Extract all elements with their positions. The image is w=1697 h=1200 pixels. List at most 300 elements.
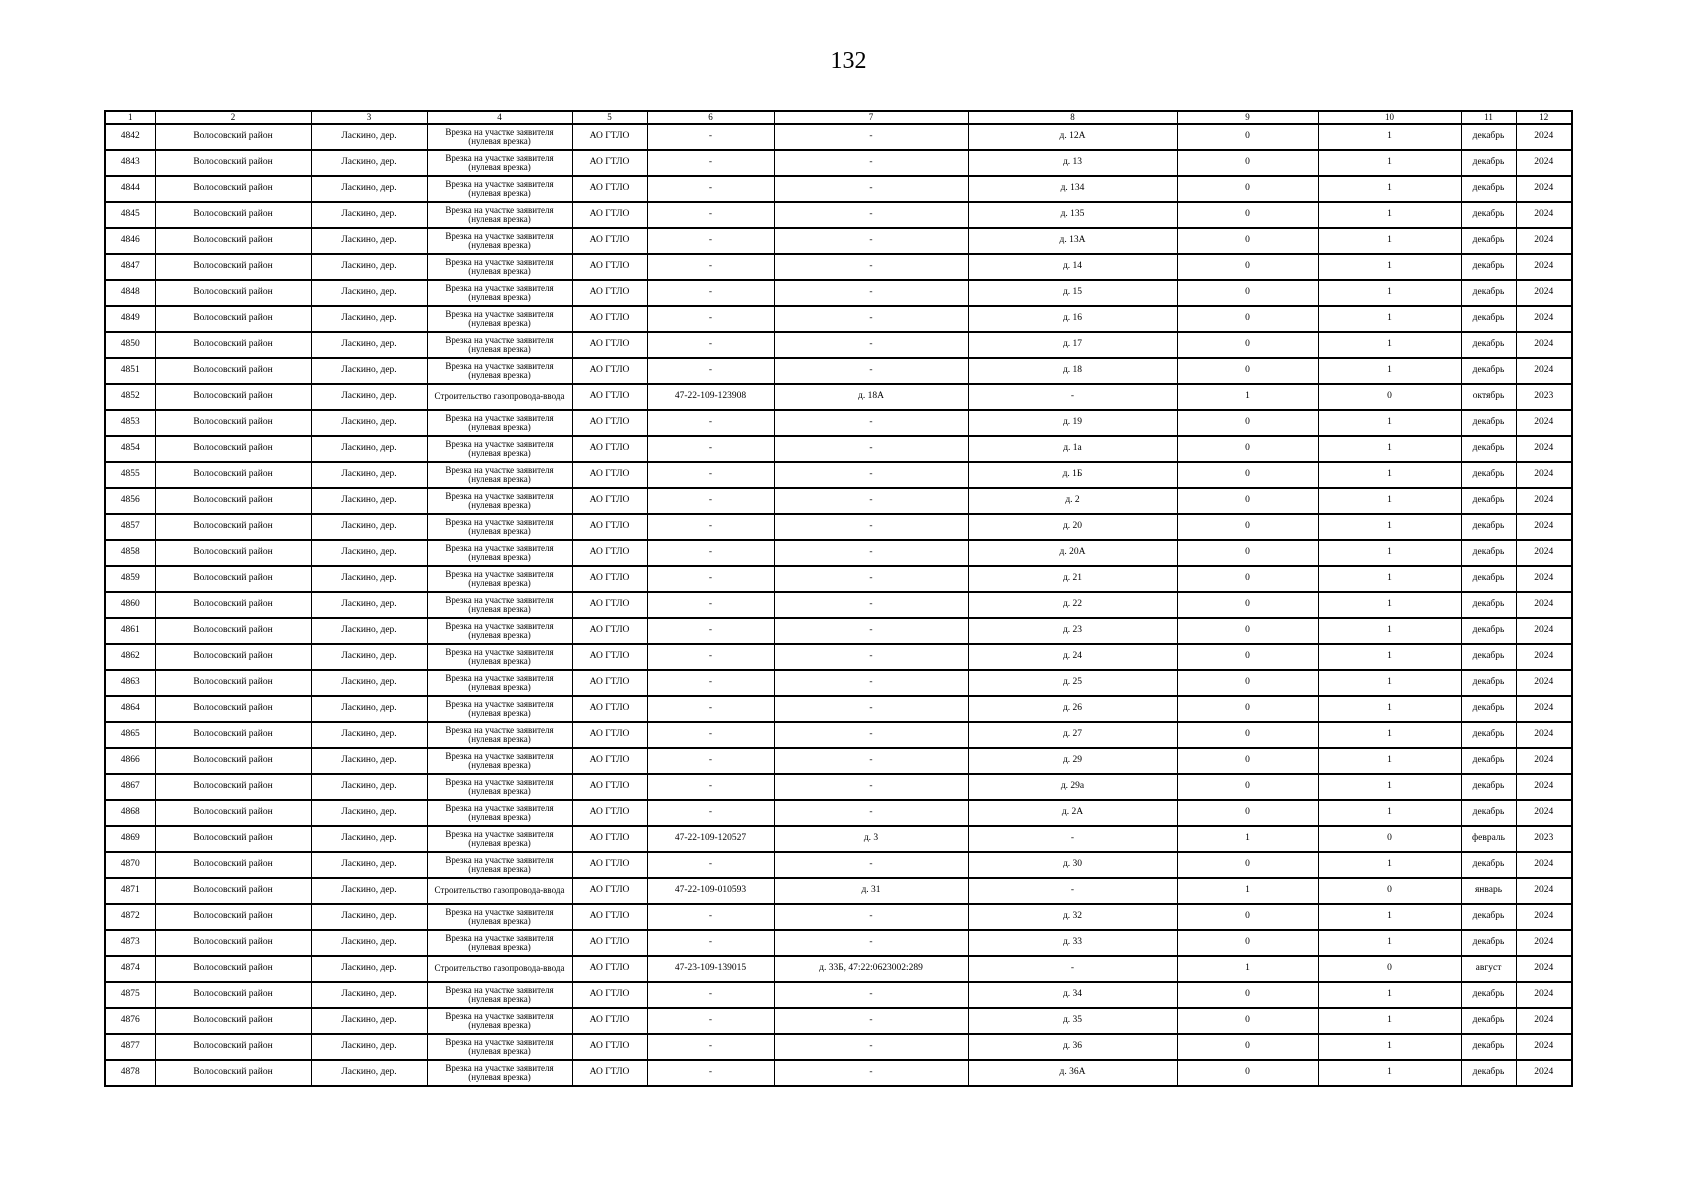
cell-work-type: Врезка на участке заявителя (нулевая врезка) [427,176,572,202]
cell-district: Волосовский район [155,124,311,150]
cell-month: декабрь [1461,566,1516,592]
cell-district: Волосовский район [155,930,311,956]
cell-district: Волосовский район [155,592,311,618]
cell-organization: АО ГТЛО [572,280,647,306]
cell-permit-number: - [647,202,774,228]
column-header-5: 5 [572,111,647,124]
cell-work-type: Врезка на участке заявителя (нулевая врезка) [427,436,572,462]
cell-col-9-value: 0 [1177,332,1318,358]
cell-col-9-value: 0 [1177,124,1318,150]
cell-settlement: Ласкино, дер. [311,878,427,904]
cell-row-number: 4870 [105,852,155,878]
cell-organization: АО ГТЛО [572,228,647,254]
cell-row-number: 4845 [105,202,155,228]
cell-organization: АО ГТЛО [572,1060,647,1086]
cell-year: 2024 [1516,202,1572,228]
cell-work-type: Строительство газопровода-ввода [427,878,572,904]
cell-district: Волосовский район [155,254,311,280]
cell-col-9-value: 1 [1177,956,1318,982]
cell-year: 2023 [1516,826,1572,852]
cell-work-type: Врезка на участке заявителя (нулевая врезка) [427,358,572,384]
cell-month: декабрь [1461,280,1516,306]
cell-organization: АО ГТЛО [572,462,647,488]
cell-year: 2024 [1516,644,1572,670]
cell-col-10-value: 1 [1318,722,1461,748]
cell-year: 2024 [1516,488,1572,514]
cell-month: декабрь [1461,436,1516,462]
cell-house-number: д. 135 [968,202,1177,228]
cell-object-address: - [774,852,968,878]
cell-row-number: 4854 [105,436,155,462]
cell-permit-number: - [647,462,774,488]
cell-organization: АО ГТЛО [572,384,647,410]
cell-month: август [1461,956,1516,982]
cell-permit-number: - [647,982,774,1008]
cell-house-number: - [968,956,1177,982]
cell-col-9-value: 0 [1177,202,1318,228]
cell-col-9-value: 0 [1177,852,1318,878]
cell-object-address: - [774,410,968,436]
cell-object-address: - [774,254,968,280]
cell-col-9-value: 0 [1177,722,1318,748]
cell-work-type: Врезка на участке заявителя (нулевая врезка) [427,852,572,878]
page-number: 132 [830,48,867,74]
cell-work-type: Врезка на участке заявителя (нулевая врезка) [427,228,572,254]
cell-permit-number: - [647,254,774,280]
cell-row-number: 4861 [105,618,155,644]
cell-house-number: д. 13 [968,150,1177,176]
column-number-header [105,111,1572,124]
cell-col-9-value: 0 [1177,514,1318,540]
cell-col-9-value: 0 [1177,748,1318,774]
cell-col-10-value: 1 [1318,592,1461,618]
cell-house-number: д. 20 [968,514,1177,540]
cell-row-number: 4858 [105,540,155,566]
cell-organization: АО ГТЛО [572,202,647,228]
table-row [105,384,1572,410]
cell-house-number: д. 23 [968,618,1177,644]
cell-object-address: - [774,670,968,696]
table-row [105,540,1572,566]
table-row [105,462,1572,488]
cell-year: 2024 [1516,1008,1572,1034]
cell-house-number: д. 36 [968,1034,1177,1060]
cell-month: декабрь [1461,982,1516,1008]
cell-house-number: д. 2А [968,800,1177,826]
cell-month: декабрь [1461,904,1516,930]
cell-house-number: д. 16 [968,306,1177,332]
cell-settlement: Ласкино, дер. [311,566,427,592]
cell-organization: АО ГТЛО [572,358,647,384]
cell-organization: АО ГТЛО [572,852,647,878]
cell-house-number: д. 17 [968,332,1177,358]
cell-col-10-value: 1 [1318,306,1461,332]
table-row [105,358,1572,384]
cell-house-number: д. 30 [968,852,1177,878]
cell-month: декабрь [1461,618,1516,644]
cell-organization: АО ГТЛО [572,176,647,202]
cell-col-9-value: 0 [1177,592,1318,618]
cell-settlement: Ласкино, дер. [311,488,427,514]
cell-row-number: 4844 [105,176,155,202]
table-row [105,150,1572,176]
cell-row-number: 4848 [105,280,155,306]
cell-work-type: Строительство газопровода-ввода [427,384,572,410]
cell-col-9-value: 1 [1177,878,1318,904]
cell-organization: АО ГТЛО [572,826,647,852]
cell-object-address: - [774,566,968,592]
cell-year: 2024 [1516,254,1572,280]
cell-settlement: Ласкино, дер. [311,592,427,618]
cell-year: 2023 [1516,384,1572,410]
cell-house-number: д. 29 [968,748,1177,774]
cell-permit-number: 47-22-109-123908 [647,384,774,410]
cell-permit-number: - [647,280,774,306]
cell-year: 2024 [1516,930,1572,956]
cell-permit-number: - [647,306,774,332]
table-row [105,124,1572,150]
cell-work-type: Врезка на участке заявителя (нулевая врезка) [427,826,572,852]
cell-permit-number: - [647,124,774,150]
cell-district: Волосовский район [155,618,311,644]
cell-row-number: 4874 [105,956,155,982]
cell-district: Волосовский район [155,852,311,878]
cell-col-9-value: 0 [1177,306,1318,332]
cell-settlement: Ласкино, дер. [311,540,427,566]
table-row [105,930,1572,956]
cell-object-address: - [774,1008,968,1034]
cell-row-number: 4873 [105,930,155,956]
cell-settlement: Ласкино, дер. [311,280,427,306]
table-row [105,696,1572,722]
cell-col-10-value: 1 [1318,1008,1461,1034]
cell-settlement: Ласкино, дер. [311,670,427,696]
cell-year: 2024 [1516,722,1572,748]
cell-work-type: Врезка на участке заявителя (нулевая врезка) [427,748,572,774]
cell-work-type: Врезка на участке заявителя (нулевая врезка) [427,592,572,618]
cell-row-number: 4863 [105,670,155,696]
cell-col-9-value: 0 [1177,410,1318,436]
table-row [105,644,1572,670]
cell-object-address: - [774,800,968,826]
cell-work-type: Врезка на участке заявителя (нулевая врезка) [427,800,572,826]
cell-object-address: - [774,488,968,514]
cell-settlement: Ласкино, дер. [311,904,427,930]
cell-settlement: Ласкино, дер. [311,228,427,254]
cell-col-9-value: 0 [1177,904,1318,930]
cell-work-type: Врезка на участке заявителя (нулевая врезка) [427,1060,572,1086]
cell-district: Волосовский район [155,904,311,930]
cell-row-number: 4875 [105,982,155,1008]
table-row [105,1008,1572,1034]
column-header-8: 8 [968,111,1177,124]
cell-object-address: - [774,696,968,722]
cell-year: 2024 [1516,462,1572,488]
cell-settlement: Ласкино, дер. [311,358,427,384]
cell-district: Волосовский район [155,982,311,1008]
cell-permit-number: - [647,904,774,930]
cell-district: Волосовский район [155,436,311,462]
cell-object-address: - [774,228,968,254]
cell-settlement: Ласкино, дер. [311,774,427,800]
cell-permit-number: - [647,930,774,956]
cell-object-address: - [774,332,968,358]
table-row [105,566,1572,592]
cell-object-address: - [774,514,968,540]
cell-settlement: Ласкино, дер. [311,1034,427,1060]
cell-permit-number: - [647,176,774,202]
cell-col-9-value: 0 [1177,254,1318,280]
cell-col-10-value: 0 [1318,878,1461,904]
cell-house-number: д. 24 [968,644,1177,670]
table-row [105,488,1572,514]
cell-col-10-value: 1 [1318,150,1461,176]
cell-col-9-value: 0 [1177,774,1318,800]
cell-month: февраль [1461,826,1516,852]
cell-work-type: Врезка на участке заявителя (нулевая врезка) [427,488,572,514]
column-header-11: 11 [1461,111,1516,124]
cell-house-number: д. 35 [968,1008,1177,1034]
cell-district: Волосовский район [155,462,311,488]
column-header-7: 7 [774,111,968,124]
cell-organization: АО ГТЛО [572,982,647,1008]
cell-month: декабрь [1461,228,1516,254]
cell-work-type: Врезка на участке заявителя (нулевая врезка) [427,254,572,280]
table-row [105,1060,1572,1086]
cell-organization: АО ГТЛО [572,930,647,956]
cell-work-type: Врезка на участке заявителя (нулевая врезка) [427,904,572,930]
cell-month: декабрь [1461,488,1516,514]
cell-year: 2024 [1516,150,1572,176]
cell-year: 2024 [1516,358,1572,384]
cell-object-address: - [774,644,968,670]
cell-year: 2024 [1516,852,1572,878]
cell-house-number: - [968,878,1177,904]
cell-year: 2024 [1516,904,1572,930]
cell-settlement: Ласкино, дер. [311,254,427,280]
cell-permit-number: 47-22-109-010593 [647,878,774,904]
cell-district: Волосовский район [155,566,311,592]
cell-month: декабрь [1461,748,1516,774]
table-row [105,176,1572,202]
cell-house-number: д. 33 [968,930,1177,956]
cell-month: декабрь [1461,592,1516,618]
cell-object-address: - [774,358,968,384]
cell-house-number: д. 1а [968,436,1177,462]
cell-permit-number: - [647,358,774,384]
cell-month: декабрь [1461,306,1516,332]
cell-month: декабрь [1461,124,1516,150]
cell-year: 2024 [1516,332,1572,358]
table-row [105,956,1572,982]
table-row [105,618,1572,644]
cell-month: январь [1461,878,1516,904]
cell-permit-number: - [647,228,774,254]
cell-col-9-value: 0 [1177,228,1318,254]
cell-settlement: Ласкино, дер. [311,462,427,488]
cell-col-10-value: 1 [1318,1060,1461,1086]
table-row [105,852,1572,878]
cell-house-number: д. 26 [968,696,1177,722]
cell-district: Волосовский район [155,306,311,332]
column-header-3: 3 [311,111,427,124]
cell-permit-number: - [647,722,774,748]
cell-organization: АО ГТЛО [572,514,647,540]
cell-row-number: 4850 [105,332,155,358]
cell-object-address: - [774,202,968,228]
cell-work-type: Врезка на участке заявителя (нулевая врезка) [427,280,572,306]
cell-work-type: Врезка на участке заявителя (нулевая врезка) [427,644,572,670]
cell-settlement: Ласкино, дер. [311,930,427,956]
cell-col-9-value: 0 [1177,566,1318,592]
column-header-4: 4 [427,111,572,124]
cell-permit-number: 47-23-109-139015 [647,956,774,982]
table-row [105,202,1572,228]
cell-district: Волосовский район [155,410,311,436]
table-row [105,332,1572,358]
cell-district: Волосовский район [155,150,311,176]
cell-permit-number: - [647,774,774,800]
cell-organization: АО ГТЛО [572,644,647,670]
cell-object-address: - [774,748,968,774]
cell-col-10-value: 1 [1318,228,1461,254]
cell-col-9-value: 0 [1177,280,1318,306]
column-header-1: 1 [105,111,155,124]
cell-organization: АО ГТЛО [572,254,647,280]
cell-row-number: 4871 [105,878,155,904]
cell-object-address: - [774,436,968,462]
cell-house-number: д. 29а [968,774,1177,800]
cell-col-10-value: 1 [1318,124,1461,150]
table-row [105,514,1572,540]
cell-month: декабрь [1461,774,1516,800]
cell-organization: АО ГТЛО [572,306,647,332]
cell-month: декабрь [1461,852,1516,878]
cell-row-number: 4872 [105,904,155,930]
cell-organization: АО ГТЛО [572,722,647,748]
cell-year: 2024 [1516,956,1572,982]
cell-year: 2024 [1516,982,1572,1008]
table-row [105,254,1572,280]
cell-object-address: - [774,176,968,202]
cell-col-10-value: 1 [1318,670,1461,696]
cell-work-type: Врезка на участке заявителя (нулевая врезка) [427,514,572,540]
cell-month: декабрь [1461,332,1516,358]
cell-object-address: - [774,774,968,800]
cell-house-number: д. 34 [968,982,1177,1008]
cell-col-10-value: 1 [1318,254,1461,280]
cell-house-number: д. 12А [968,124,1177,150]
cell-organization: АО ГТЛО [572,592,647,618]
cell-work-type: Врезка на участке заявителя (нулевая врезка) [427,150,572,176]
cell-organization: АО ГТЛО [572,748,647,774]
cell-settlement: Ласкино, дер. [311,696,427,722]
cell-col-10-value: 1 [1318,644,1461,670]
cell-district: Волосовский район [155,800,311,826]
cell-organization: АО ГТЛО [572,696,647,722]
cell-row-number: 4868 [105,800,155,826]
cell-permit-number: - [647,670,774,696]
cell-year: 2024 [1516,696,1572,722]
column-header-6: 6 [647,111,774,124]
cell-settlement: Ласкино, дер. [311,618,427,644]
cell-house-number: д. 25 [968,670,1177,696]
cell-object-address: - [774,462,968,488]
cell-settlement: Ласкино, дер. [311,150,427,176]
cell-year: 2024 [1516,176,1572,202]
cell-col-9-value: 0 [1177,930,1318,956]
cell-year: 2024 [1516,436,1572,462]
cell-col-9-value: 0 [1177,358,1318,384]
cell-col-10-value: 0 [1318,826,1461,852]
cell-col-10-value: 1 [1318,566,1461,592]
cell-district: Волосовский район [155,384,311,410]
cell-col-9-value: 0 [1177,618,1318,644]
cell-col-9-value: 0 [1177,1060,1318,1086]
table-row [105,774,1572,800]
cell-col-9-value: 0 [1177,800,1318,826]
cell-month: декабрь [1461,1034,1516,1060]
cell-permit-number: - [647,514,774,540]
cell-district: Волосовский район [155,956,311,982]
cell-month: декабрь [1461,722,1516,748]
cell-work-type: Врезка на участке заявителя (нулевая врезка) [427,670,572,696]
cell-district: Волосовский район [155,1034,311,1060]
cell-object-address: - [774,904,968,930]
table-row [105,878,1572,904]
cell-settlement: Ласкино, дер. [311,176,427,202]
column-header-10: 10 [1318,111,1461,124]
cell-permit-number: - [647,150,774,176]
cell-organization: АО ГТЛО [572,904,647,930]
cell-work-type: Врезка на участке заявителя (нулевая врезка) [427,124,572,150]
cell-house-number: д. 18 [968,358,1177,384]
cell-house-number: д. 20А [968,540,1177,566]
cell-year: 2024 [1516,566,1572,592]
cell-col-10-value: 1 [1318,436,1461,462]
cell-permit-number: - [647,748,774,774]
cell-col-10-value: 1 [1318,748,1461,774]
cell-row-number: 4862 [105,644,155,670]
cell-work-type: Врезка на участке заявителя (нулевая врезка) [427,930,572,956]
cell-col-9-value: 0 [1177,150,1318,176]
table-row [105,410,1572,436]
cell-row-number: 4843 [105,150,155,176]
cell-object-address: д. 3 [774,826,968,852]
cell-col-9-value: 0 [1177,176,1318,202]
cell-district: Волосовский район [155,644,311,670]
cell-year: 2024 [1516,410,1572,436]
cell-row-number: 4847 [105,254,155,280]
cell-house-number: д. 2 [968,488,1177,514]
cell-house-number: - [968,384,1177,410]
cell-settlement: Ласкино, дер. [311,514,427,540]
cell-col-10-value: 1 [1318,800,1461,826]
cell-district: Волосовский район [155,1008,311,1034]
column-header-9: 9 [1177,111,1318,124]
cell-year: 2024 [1516,1060,1572,1086]
cell-year: 2024 [1516,618,1572,644]
cell-col-10-value: 1 [1318,462,1461,488]
cell-house-number: д. 14 [968,254,1177,280]
cell-house-number: д. 32 [968,904,1177,930]
table-row [105,800,1572,826]
cell-permit-number: - [647,540,774,566]
cell-settlement: Ласкино, дер. [311,202,427,228]
cell-col-10-value: 1 [1318,1034,1461,1060]
cell-object-address: - [774,618,968,644]
cell-object-address: - [774,540,968,566]
